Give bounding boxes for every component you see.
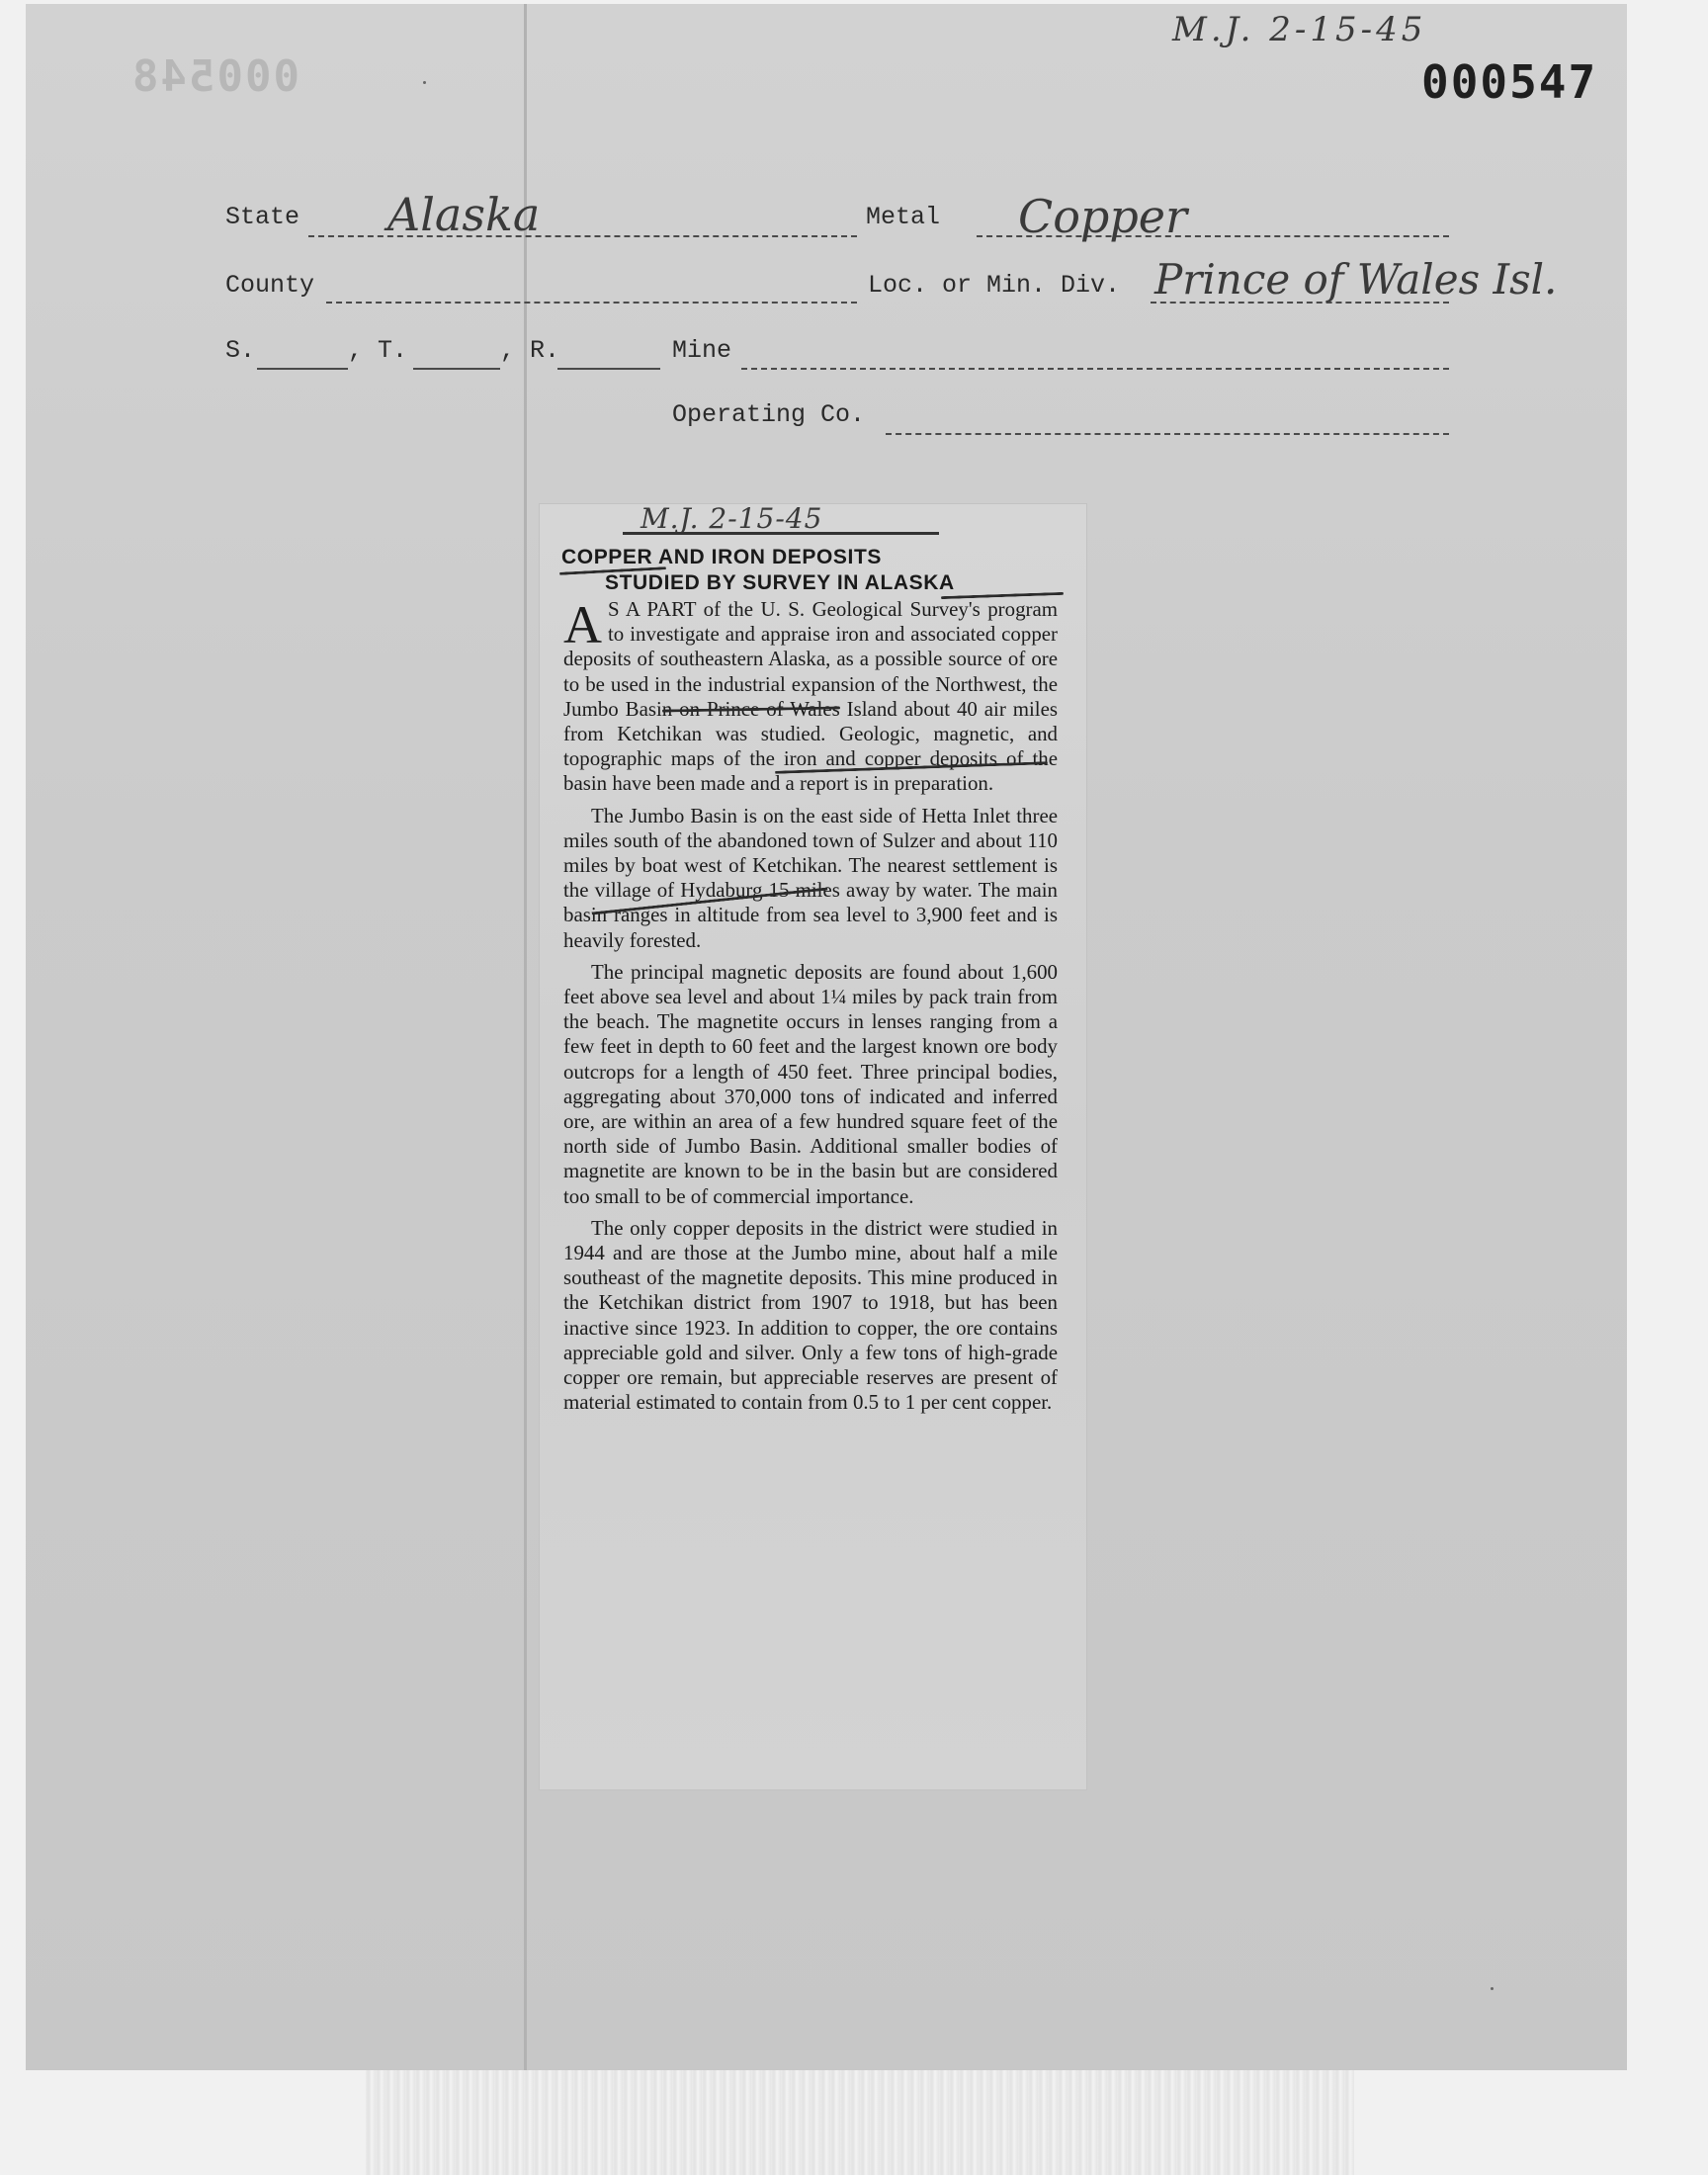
range-label: , R. bbox=[500, 336, 560, 365]
range-line bbox=[557, 368, 660, 370]
article-body bbox=[563, 597, 1058, 1423]
headline-line-2: STUDIED BY SURVEY IN ALASKA bbox=[605, 571, 955, 594]
section-label: S. bbox=[225, 336, 256, 365]
headline-line-1: COPPER AND IRON DEPOSITS bbox=[561, 546, 882, 568]
clipping-date: M.J. 2-15-45 bbox=[640, 502, 823, 535]
county-line bbox=[326, 302, 857, 304]
mine-label: Mine bbox=[672, 336, 732, 365]
operating-co-line bbox=[886, 433, 1449, 435]
document-number: 000547 bbox=[1421, 55, 1598, 109]
county-label: County bbox=[225, 271, 315, 300]
section-line bbox=[257, 368, 348, 370]
article-paragraph: The Jumbo Basin is on the east side of Hetta Inlet three miles south of the abandoned town of Sulzer and about 110 miles by boat west of Ketchikan. The nearest settlement is the village of Hydaburg 15 miles away by water. The main basin ranges in altitude from sea level to 3,900 feet and is heavily forested. bbox=[563, 803, 1058, 952]
clipping-date-underline bbox=[623, 532, 939, 535]
scan-speck bbox=[1491, 1987, 1494, 1990]
metal-value: Copper bbox=[1018, 190, 1187, 243]
article-paragraph: A S A PART of the U. S. Geological Survey's program to investigate and appraise iron and associated copper deposits of southeastern Alaska, as a possible source of ore to be used in the industrial expansion of the Northwest, the Jumbo Basin on Prince of Wales Island about 40 air miles from Ketchikan was studied. Geologic, magnetic, and topographic maps of the iron and copper deposits of the basin have been made and a report is in preparation. bbox=[563, 595, 1058, 796]
township-line bbox=[413, 368, 500, 370]
metal-label: Metal bbox=[866, 203, 941, 231]
scan-edge-strip bbox=[366, 2070, 1354, 2175]
article-paragraph: The only copper deposits in the district were studied in 1944 and are those at the Jumbo mine, about half a mile southeast of the magnetite deposits. This mine produced in the Ketchikan district from 1907 to 1918, but has been inactive since 1923. In addition to copper, the ore contains appreciable gold and silver. Only a few tons of high-grade copper ore remain, but appreciable reserves are present of material estimated to contain from 0.5 to 1 per cent copper. bbox=[563, 1215, 1058, 1415]
loc-value: Prince of Wales Isl. bbox=[1154, 255, 1558, 304]
scan-speck bbox=[423, 81, 426, 84]
state-value: Alaska bbox=[387, 188, 541, 241]
loc-label: Loc. or Min. Div. bbox=[868, 271, 1121, 300]
state-label: State bbox=[225, 203, 300, 231]
mine-line bbox=[741, 368, 1449, 370]
drop-cap: A bbox=[563, 595, 602, 654]
bleed-through-number: 000548 bbox=[130, 51, 299, 102]
handwritten-date: M.J. 2-15-45 bbox=[1172, 10, 1427, 49]
operating-co-label: Operating Co. bbox=[672, 400, 866, 429]
article-paragraph: The principal magnetic deposits are found about 1,600 feet above sea level and about 1¼ miles by pack train from the beach. The magnetite occurs in lenses ranging from a few feet in depth to 60 feet and the largest known ore body outcrops for a length of 450 feet. Three principal bodies, aggregating about 370,000 tons of indicated and inferred ore, are within an area of a few hundred square feet of the north side of Jumbo Basin. Additional smaller bodies of magnetite are known to be in the basin but are considered too small to be of commercial importance. bbox=[563, 959, 1058, 1208]
card-vertical-rule bbox=[524, 4, 527, 2070]
township-label: , T. bbox=[348, 336, 408, 365]
